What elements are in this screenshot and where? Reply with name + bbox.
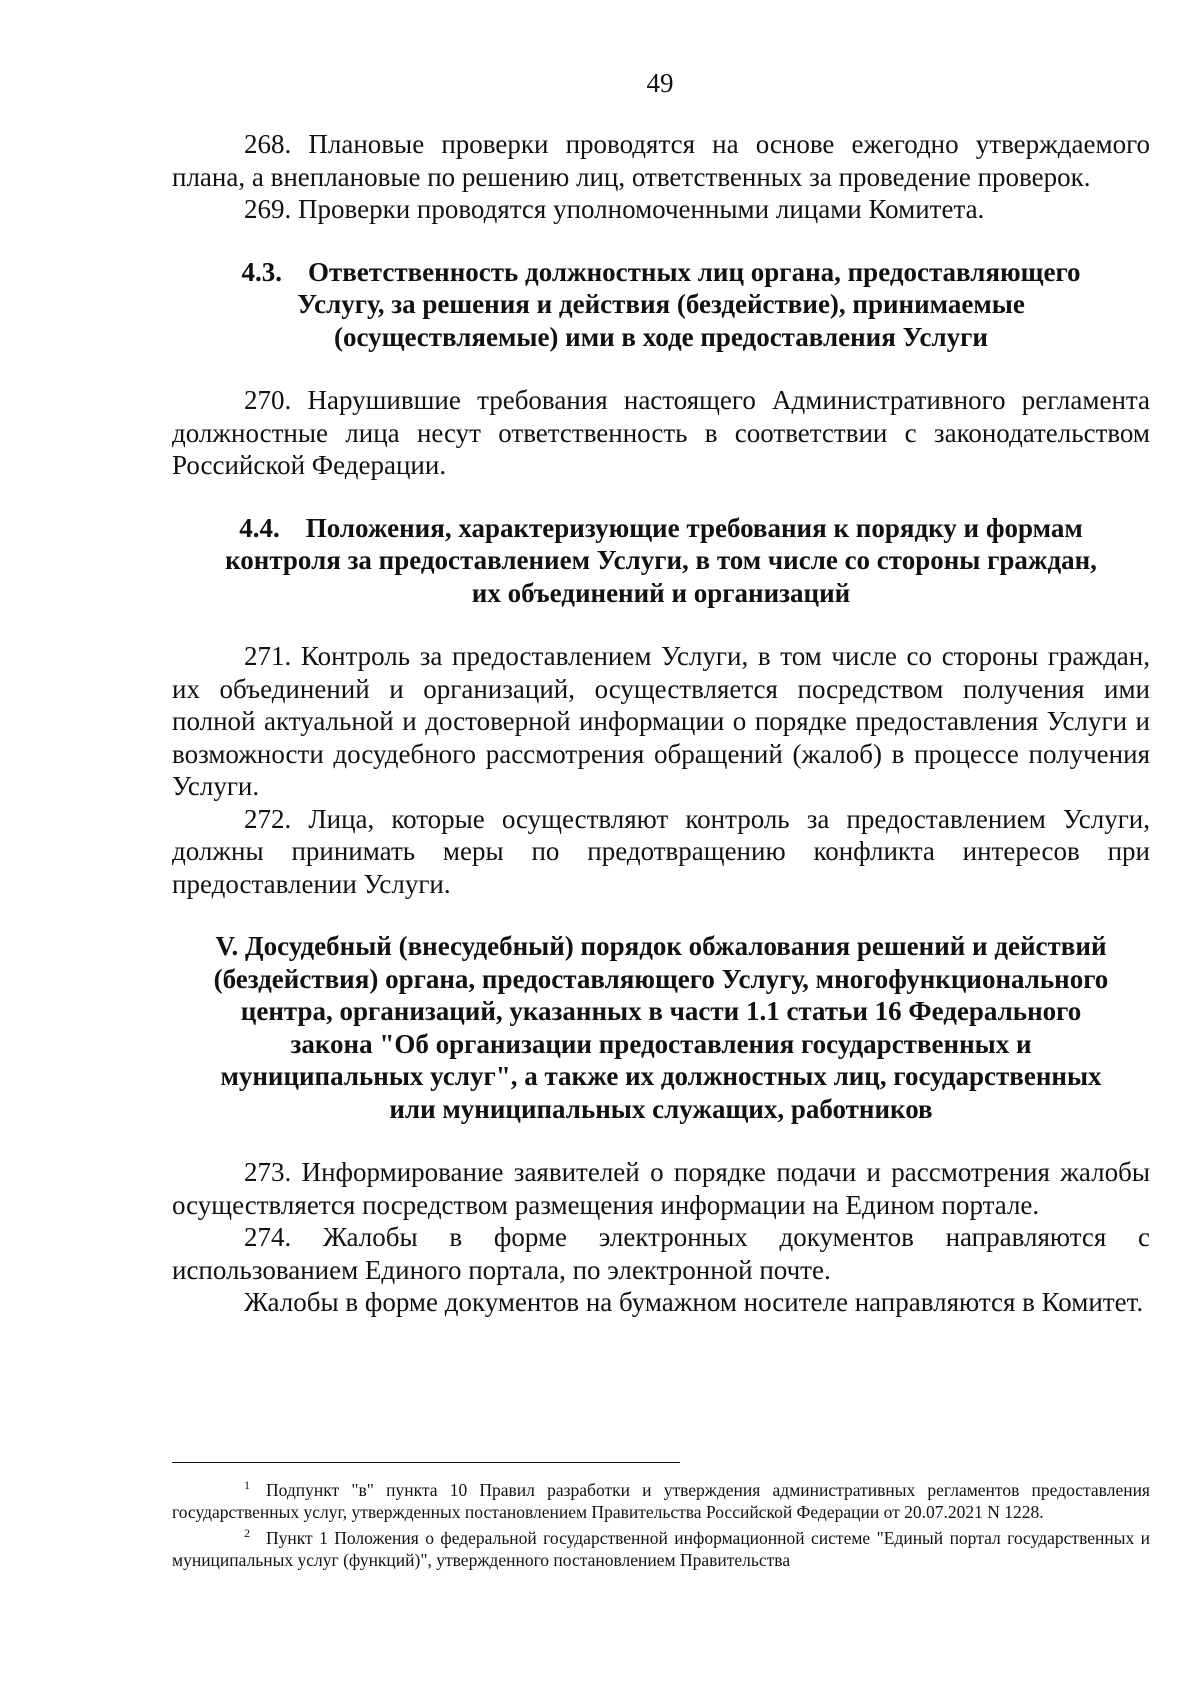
heading-4-4-number: 4.4. <box>239 512 280 543</box>
page-number: 49 <box>646 68 674 98</box>
footnote-separator <box>172 1462 680 1463</box>
footnotes <box>172 1462 1150 1571</box>
heading-5-line3: центра, организаций, указанных в части 1.1 статьи 16 Федерального <box>240 996 1082 1026</box>
heading-4-3-line2: Услугу, за решения и действия (бездействие), принимаемые <box>297 289 1025 319</box>
heading-4-4-line3: их объединений и организаций <box>471 577 851 608</box>
footnote-2-marker: 2 <box>244 1526 250 1540</box>
heading-4-3 <box>172 256 1150 354</box>
footnote-2-text: Пункт 1 Положения о федеральной государственной информационной системе "Единый портал государственных и муниципальных услуг (функций)", утвержденного постановлением Правительства <box>172 1528 1150 1570</box>
paragraph-273: 273. Информирование заявителей о порядке подачи и рассмотрения жалобы осуществляется посредством размещения информации на Едином портале. <box>172 1157 1150 1220</box>
footnote-1 <box>172 1475 1150 1523</box>
footnote-2 <box>172 1523 1150 1571</box>
heading-4-4 <box>172 512 1150 610</box>
paragraph-274: 274. Жалобы в форме электронных документов направляются с использованием Единого портала, по электронной почте. <box>172 1222 1150 1285</box>
heading-5-line1: V. Досудебный (внесудебный) порядок обжалования решений и действий <box>215 931 1107 961</box>
heading-4-3-line3: (осуществляемые) ими в ходе предоставления Услуги <box>334 321 988 352</box>
heading-4-3-number: 4.3. <box>241 256 282 287</box>
heading-4-3-line1: Ответственность должностных лиц органа, предоставляющего <box>307 256 1081 287</box>
heading-4-4-line2: контроля за предоставлением Услуги, в том числе со стороны граждан, <box>225 545 1097 575</box>
document-body <box>172 128 1150 1319</box>
heading-5-line5: муниципальных услуг", а также их должностных лиц, государственных <box>220 1061 1102 1091</box>
heading-5-line6: или муниципальных служащих, работников <box>389 1093 933 1124</box>
heading-4-4-line1: Положения, характеризующие требования к порядку и формам <box>305 512 1083 543</box>
footnote-1-marker: 1 <box>244 1478 250 1492</box>
paragraph-271: 271. Контроль за предоставлением Услуги, в том числе со стороны граждан, их объединений и организаций, осуществляется посредством получения ими полной актуальной и достоверной информации о порядке предоставления Услуги и возможности досудебного рассмотрения обращений (жалоб) в процессе получения Услуги. <box>172 641 1150 801</box>
footnote-1-text: Подпункт "в" пункта 10 Правил разработки и утверждения административных регламентов предоставления государственных услуг, утвержденных постановлением Правительства Российской Федерации от 20.07.2021 N 1228. <box>172 1480 1150 1522</box>
paragraph-269: 269. Проверки проводятся уполномоченными лицами Комитета. <box>244 194 985 224</box>
paragraph-268: 268. Плановые проверки проводятся на основе ежегодно утверждаемого плана, а внеплановые по решению лиц, ответственных за проведение проверок. <box>172 129 1150 192</box>
paragraph-272: 272. Лица, которые осуществляют контроль за предоставлением Услуги, должны принимать меры по предотвращению конфликта интересов при предоставлении Услуги. <box>172 803 1150 899</box>
heading-5-line4: закона "Об организации предоставления государственных и <box>290 1028 1032 1059</box>
paragraph-274-continued: Жалобы в форме документов на бумажном носителе направляются в Комитет. <box>244 1287 1144 1317</box>
heading-section-5 <box>172 930 1150 1125</box>
paragraph-270: 270. Нарушившие требования настоящего Административного регламента должностные лица несут ответственность в соответствии с законодательством Российской Федерации. <box>172 385 1150 480</box>
heading-5-line2: (бездействия) органа, предоставляющего Услугу, многофункционального <box>213 963 1109 994</box>
